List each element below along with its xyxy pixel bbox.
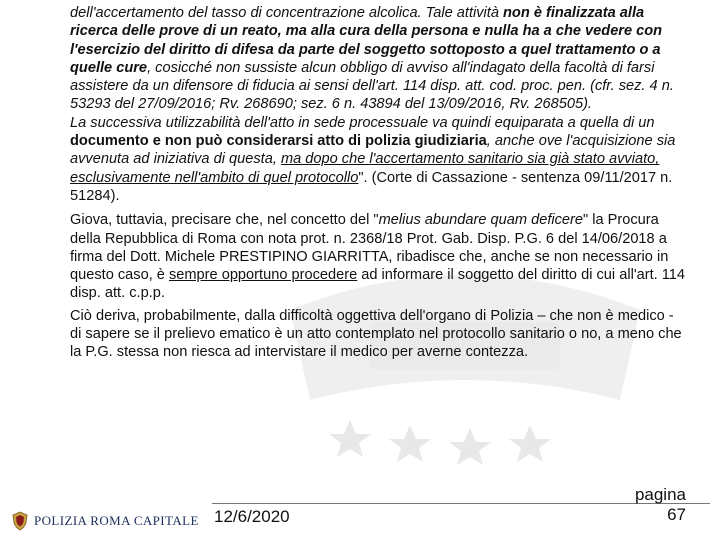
- text-run: , anche ove l'acquisizione sia avvenuta ad iniziativa di questa,: [70, 133, 676, 168]
- police-crest-icon: [12, 511, 28, 531]
- footer-date: 12/6/2020: [214, 507, 290, 526]
- text-run: " la Procura della Repubblica di Roma con nota prot. n. 2368/18 Prot. Gab. Disp. P.G. 6 del 14/06/2018 a firma del Dott. Michele PRESTIPINO GIARRITTA, ribadisce che, anche se non necessario in questo caso, è: [70, 212, 669, 284]
- text-run: melius abundare quam deficere: [378, 212, 584, 229]
- page-number: 67: [667, 505, 686, 524]
- text-run: Ciò deriva, probabilmente, dalla difficoltà oggettiva dell'organo di Polizia – che non è medico - di sapere se il prelievo ematico è un atto contemplato nel protocollo sanitario o no, a meno che la P.G. stessa non riesca ad intervistare il medico per averne contezza.: [70, 307, 682, 361]
- text-run: sempre opportuno procedere: [168, 267, 358, 284]
- document-body: [70, 4, 686, 362]
- text-run: dell'accertamento del tasso di concentrazione alcolica. Tale attività: [70, 5, 504, 21]
- text-run: ". (Corte di Cassazione - sentenza 09/11/2017 n. 51284).: [70, 169, 673, 204]
- text-run: documento e non può considerarsi atto di polizia giudiziaria: [70, 133, 487, 150]
- paragraph-citation: [70, 4, 686, 114]
- footer-logo: [12, 510, 199, 532]
- text-run: ad informare il soggetto del diritto di cui all'art. 114 disp. att. c.p.p.: [70, 267, 686, 302]
- page-indicator: [635, 485, 686, 525]
- text-run: Giova, tuttavia, precisare che, nel concetto del ": [70, 212, 379, 229]
- page-label: pagina: [634, 485, 686, 504]
- paragraph-procura: [70, 211, 686, 302]
- paragraph-conclusione: [70, 307, 686, 362]
- text-run: ma dopo che l'accertamento sanitario sia già stato avviato, esclusivamente nell'ambito di quel protocollo: [70, 151, 660, 186]
- text-run: La successiva utilizzabilità dell'atto in sede processuale va quindi equiparata a quella di un: [70, 114, 655, 131]
- logo-text: POLIZIA ROMA CAPITALE: [34, 513, 199, 528]
- paragraph-utilizzabilita: [70, 114, 686, 205]
- text-run: , cosicché non sussiste alcun obbligo di avviso all'indagato della facoltà di farsi assistere da un difensore di fiducia ai sensi dell'art. 114 disp. att. cod. proc. pen. (cfr. sez. 4 n. 53293 del 27/09/2016; Rv. 268690; sez. 6 n. 43894 del 13/09/2016, Rv. 268505).: [70, 59, 674, 113]
- text-run: non è finalizzata alla ricerca delle prove di un reato, ma alla cura della persona e nulla ha a che vedere con l'esercizio del diritto di difesa da parte del soggetto sottoposto a quel trattamento o a quelle cure: [70, 5, 663, 76]
